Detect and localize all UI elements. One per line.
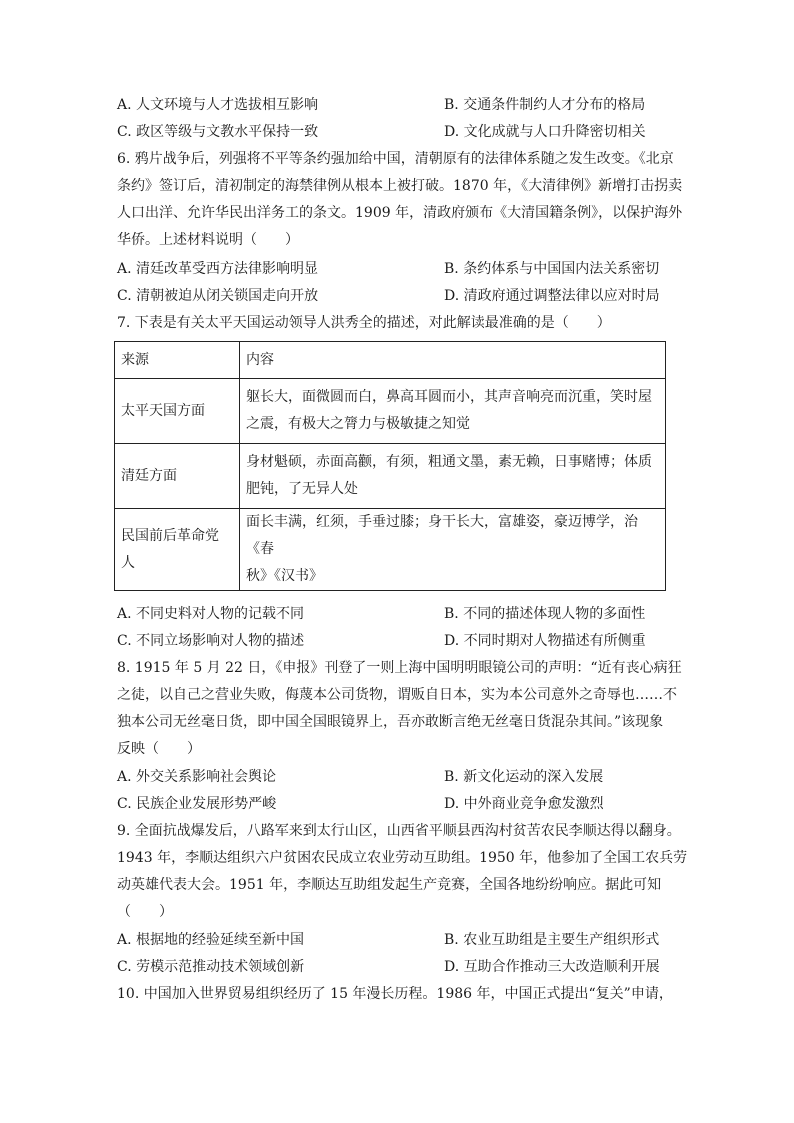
q8-stem-line: 独本公司无丝毫日货，即中国全国眼镜界上，吾亦敢断言绝无丝毫日货混杂其间。”该现象	[117, 714, 664, 730]
table-cell-source	[115, 379, 240, 444]
cell-text-line: 身材魁硕，赤面高颧，有须，粗通文墨，素无赖，日事赌博；体质	[246, 454, 652, 470]
q9-option-b: B. 农业互助组是主要生产组织形式	[444, 932, 660, 948]
table-header-content: 内容	[240, 342, 666, 379]
q7-option-a: A. 不同史料对人物的记载不同	[117, 606, 305, 622]
q5-option-a: A. 人文环境与人才选拔相互影响	[117, 97, 319, 113]
q8-option-d: D. 中外商业竞争愈发激烈	[444, 796, 604, 812]
q8-option-a: A. 外交关系影响社会舆论	[117, 769, 277, 785]
cell-text-line: 民国前后革命党	[121, 527, 219, 544]
table-cell-content	[240, 444, 666, 509]
q9-stem-line: 1943 年，李顺达组织六户贫困农民成立农业劳动互助组。1950 年，他参加了全国工农兵劳	[117, 850, 688, 866]
cell-text-line: 面长丰满，红须，手垂过膝；身干长大，富雄姿，豪迈博学，治《春	[246, 514, 638, 557]
q6-option-d: D. 清政府通过调整法律以应对时局	[444, 288, 660, 304]
table-header-row	[115, 342, 666, 379]
table-cell-source	[115, 444, 240, 509]
q6-stem-line: 条约》签订后，清初制定的海禁律例从根本上被打破。1870 年，《大清律例》新增打击拐卖	[117, 178, 683, 194]
q7-stem: 7. 下表是有关太平天国运动领导人洪秀全的描述，对此解读最准确的是（ ）	[117, 315, 611, 331]
table-cell-content	[240, 379, 666, 444]
cell-text-line: 躯长大，面微圆而白，鼻高耳圆而小，其声音响亮而沉重，笑时屋	[246, 389, 652, 405]
q9-stem-line: 动英雄代表大会。1951 年，李顺达互助组发起生产竞赛，全国各地纷纷响应。据此可知	[117, 877, 662, 893]
cell-text-line: 太平天国方面	[121, 402, 205, 419]
q6-option-a: A. 清廷改革受西方法律影响明显	[117, 261, 319, 277]
q9-option-d: D. 互助合作推动三大改造顺利开展	[444, 959, 660, 975]
cell-text-line: 肥钝，了无异人处	[246, 481, 358, 497]
q7-option-c: C. 不同立场影响对人物的描述	[117, 633, 305, 649]
table-header-source: 来源	[115, 342, 240, 379]
q9-option-a: A. 根据地的经验延续至新中国	[117, 932, 305, 948]
table-row	[115, 379, 666, 444]
q8-stem-line: 之徒，以自己之营业失败，侮蔑本公司货物，谓贩自日本，实为本公司意外之奇辱也……不	[117, 687, 677, 703]
q9-option-c: C. 劳模示范推动技术领域创新	[117, 959, 305, 975]
q6-stem-line: 6. 鸦片战争后，列强将不平等条约强加给中国，清朝原有的法律体系随之发生改变。《北京	[117, 151, 674, 167]
q10-stem-line: 10. 中国加入世界贸易组织经历了 15 年漫长历程。1986 年，中国正式提出“复关”申请，	[117, 986, 673, 1002]
cell-text-line: 之震，有极大之膂力与极敏捷之知觉	[246, 416, 470, 432]
q8-stem-line: 反映（ ）	[117, 741, 201, 757]
q7-option-d: D. 不同时期对人物描述有所侧重	[444, 633, 646, 649]
q8-stem-line: 8. 1915 年 5 月 22 日，《申报》刊登了一则上海中国明明眼镜公司的声明：“近有丧心病狂	[117, 660, 682, 676]
q7-option-b: B. 不同的描述体现人物的多面性	[444, 606, 646, 622]
table-cell-source	[115, 509, 240, 591]
cell-text-line: 人	[121, 554, 135, 571]
q7-source-table	[114, 341, 666, 591]
q5-option-c: C. 政区等级与文教水平保持一致	[117, 124, 319, 140]
q6-option-b: B. 条约体系与中国国内法关系密切	[444, 261, 660, 277]
q8-option-b: B. 新文化运动的深入发展	[444, 769, 604, 785]
q9-stem-line: （ ）	[117, 904, 173, 920]
q6-stem-line: 华侨。上述材料说明（ ）	[117, 232, 299, 248]
table-cell-content	[240, 509, 666, 591]
cell-text-line: 清廷方面	[121, 467, 177, 484]
table-row	[115, 509, 666, 591]
q8-option-c: C. 民族企业发展形势严峻	[117, 796, 277, 812]
q6-option-c: C. 清朝被迫从闭关锁国走向开放	[117, 288, 319, 304]
q6-stem-line: 人口出洋、允许华民出洋务工的条文。1909 年，清政府颁布《大清国籍条例》，以保护海外	[117, 205, 683, 221]
cell-text-line: 秋》《汉书》	[246, 568, 323, 584]
table-row	[115, 444, 666, 509]
q9-stem-line: 9. 全面抗战爆发后，八路军来到太行山区，山西省平顺县西沟村贫苦农民李顺达得以翻身。	[117, 823, 681, 839]
q5-option-d: D. 文化成就与人口升降密切相关	[444, 124, 646, 140]
q5-option-b: B. 交通条件制约人才分布的格局	[444, 97, 646, 113]
